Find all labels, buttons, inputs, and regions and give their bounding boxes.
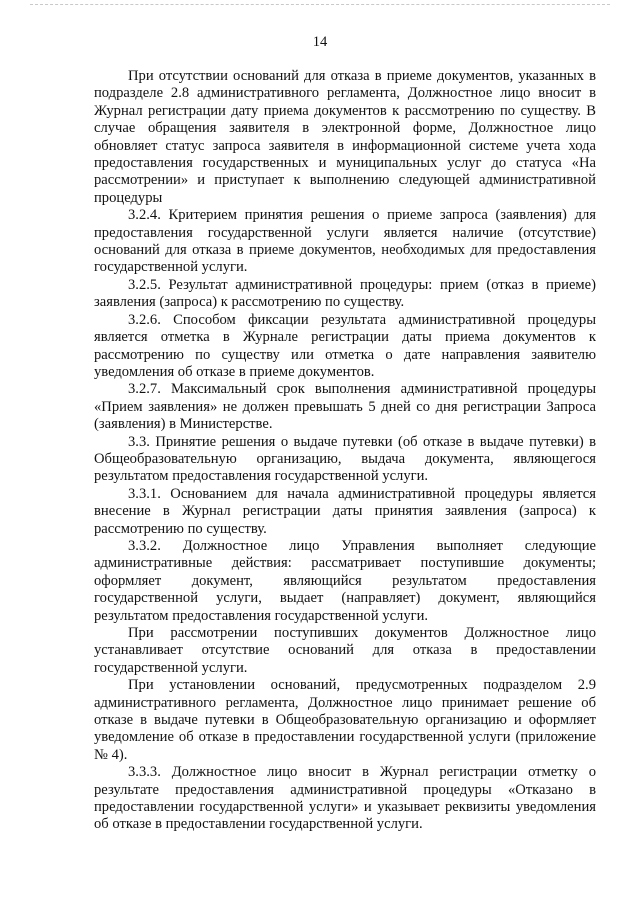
page-number: 14: [312, 34, 328, 50]
paragraph-3-2-4: 3.2.4. Критерием принятия решения о приеме запроса (заявления) для предоставления государственной услуги является наличие (отсутствие) оснований для отказа в приеме документов, необходимых для предоставления государственной услуги.: [94, 207, 596, 276]
scan-top-border: [30, 4, 610, 5]
paragraph-3-2-6: 3.2.6. Способом фиксации результата административной процедуры является отметка в Журнале регистрации даты приема документов к рассмотрению по существу или отметка о дате направления заявителю уведомления об отказе в приеме документов.: [94, 311, 596, 380]
document-body: [94, 68, 596, 834]
paragraph-3-3: 3.3. Принятие решения о выдаче путевки (об отказе в выдаче путевки) в Общеобразовательную организацию, выдача документа, являющегося результатом предоставления государственной услуги.: [94, 433, 596, 485]
paragraph-3-3-2: 3.3.2. Должностное лицо Управления выполняет следующие административные действия: рассматривает поступившие документы; оформляет документ, являющийся результатом предоставления государственной услуги, выдает (направляет) документ, являющийся результатом предоставления государственной услуги.: [94, 537, 596, 624]
paragraph-3-3-1: 3.3.1. Основанием для начала административной процедуры является внесение в Журнал регистрации даты принятия заявления (запроса) к рассмотрению по существу.: [94, 485, 596, 537]
paragraph-documents-acceptance: При отсутствии оснований для отказа в приеме документов, указанных в подразделе 2.8 административного регламента, Должностное лицо вносит в Журнал регистрации дату приема документов к рассмотрению по существу. В случае обращения заявителя в электронной форме, Должностное лицо обновляет статус запроса заявителя в информационной системе учета хода предоставления государственных и муниципальных услуг до статуса «На рассмотрении» и приступает к выполнению следующей административной процедуры: [94, 68, 596, 206]
paragraph-3-2-7: 3.2.7. Максимальный срок выполнения административной процедуры «Прием заявления» не должен превышать 5 дней со дня регистрации Запроса (заявления) в Министерстве.: [94, 381, 596, 433]
paragraph-review: При рассмотрении поступивших документов Должностное лицо устанавливает отсутствие оснований для отказа в предоставлении государственной услуги.: [94, 625, 596, 676]
paragraph-3-3-3: 3.3.3. Должностное лицо вносит в Журнал регистрации отметку о результате предоставления административной процедуры «Отказано в предоставлении государственной услуги» и указывает реквизиты уведомления об отказе в предоставлении государственной услуги.: [94, 764, 596, 833]
paragraph-3-2-5: 3.2.5. Результат административной процедуры: прием (отказ в приеме) заявления (запроса) к рассмотрению по существу.: [94, 276, 596, 311]
paragraph-refusal: При установлении оснований, предусмотренных подразделом 2.9 административного регламента, Должностное лицо принимает решение об отказе в выдаче путевки в Общеобразовательную организацию и оформляет уведомление об отказе в предоставлении государственной услуги (приложение № 4).: [94, 677, 596, 763]
